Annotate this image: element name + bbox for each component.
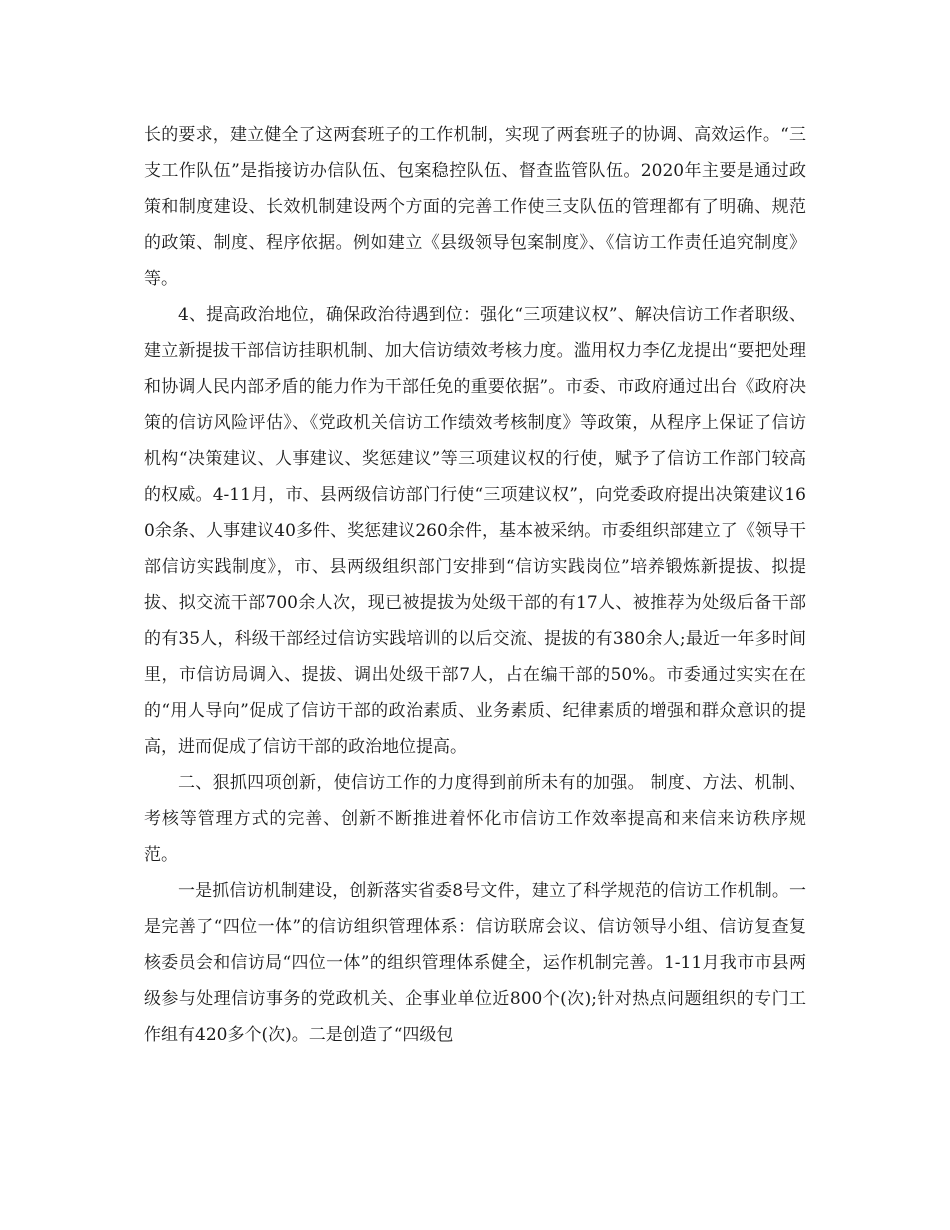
paragraph-four-innovations: 二、狠抓四项创新，使信访工作的力度得到前所未有的加强。 制度、方法、机制、考核等管理方式的完善、创新不断推进着怀化市信访工作效率提高和来信来访秩序规范。 [144,773,806,865]
paragraph-mechanism-building: 一是抓信访机制建设，创新落实省委8号文件，建立了科学规范的信访工作机制。一是完善了“四位一体”的信访组织管理体系：信访联席会议、信访领导小组、信访复查复核委员会和信访局“四位一体”的组织管理体系健全，运作机制完善。1-11月我市市县两级参与处理信访事务的党政机关、企事业单位近800个(次);针对热点问题组织的专门工作组有420多个(次)。二是创造了“四级包 [144,881,806,1045]
paragraph-continuation: 长的要求，建立健全了这两套班子的工作机制，实现了两套班子的协调、高效运作。“三支工作队伍”是指接访办信队伍、包案稳控队伍、督查监管队伍。2020年主要是通过政策和制度建设、长效机制建设两个方面的完善工作使三支队伍的管理都有了明确、规范的政策、制度、程序依据。例如建立《县级领导包案制度》、《信访工作责任追究制度》等。 [144,125,806,289]
paragraph-political-status: 4、提高政治地位，确保政治待遇到位：强化“三项建议权”、解决信访工作者职级、建立新提拔干部信访挂职机制、加大信访绩效考核力度。滥用权力李亿龙提出“要把处理和协调人民内部矛盾的能力作为干部任免的重要依据”。市委、市政府通过出台《政府决策的信访风险评估》、《党政机关信访工作绩效考核制度》等政策，从程序上保证了信访机构“决策建议、人事建议、奖惩建议”等三项建议权的行使，赋予了信访工作部门较高的权威。4-11月，市、县两级信访部门行使“三项建议权”，向党委政府提出决策建议160余条、人事建议40多件、奖惩建议260余件，基本被采纳。市委组织部建立了《领导干部信访实践制度》，市、县两级组织部门安排到“信访实践岗位”培养锻炼新提拔、拟提拔、拟交流干部700余人次，现已被提拔为处级干部的有17人、被推荐为处级后备干部的有35人，科级干部经过信访实践培训的以后交流、提拔的有380余人;最近一年多时间里，市信访局调入、提拔、调出处级干部7人，占在编干部的50%。市委通过实实在在的“用人导向”促成了信访干部的政治素质、业务素质、纪律素质的增强和群众意识的提高，进而促成了信访干部的政治地位提高。 [144,305,806,757]
document-page [144,117,806,1053]
